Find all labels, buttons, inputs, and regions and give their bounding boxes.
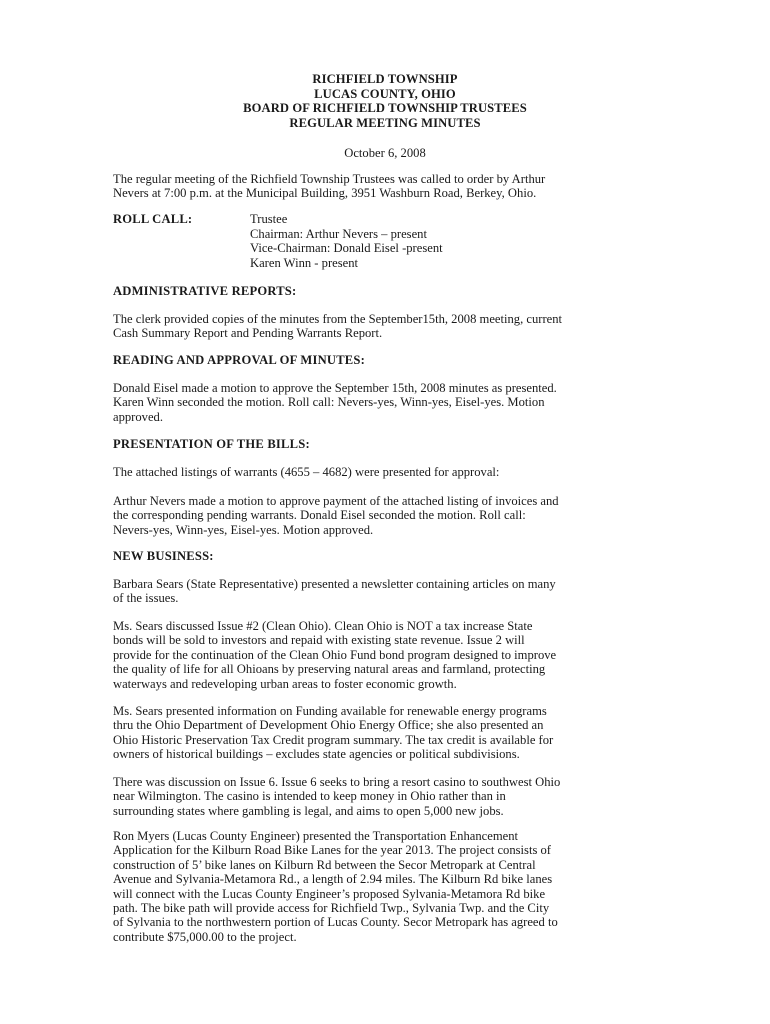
new-business-paragraph: Ron Myers (Lucas County Engineer) presented the Transportation Enhancement Application for the Kilburn Road Bike Lanes for the year 2013. The project consists of construction of 5’ bike lanes on Kilburn Rd between the Secor Metropark at Central Avenue and Sylvania-Metamora Rd., a length of 2.94 miles. The Kilburn Rd bike lanes will connect with the Lucas County Engineer’s proposed Sylvania-Metamora Rd bike path. The bike path will provide access for Richfield Twp., Sylvania Twp. and the City of Sylvania to the northwestern portion of Lucas County. Secor Metropark has agreed to contribute $75,000.00 to the project. [113, 829, 558, 944]
intro-paragraph: The regular meeting of the Richfield Township Trustees was called to order by Arthur Nevers at 7:00 p.m. at the Municipal Building, 3951 Washburn Road, Berkey, Ohio. [113, 172, 546, 201]
board-name: BOARD OF RICHFIELD TOWNSHIP TRUSTEES [243, 101, 527, 115]
bills-motion-text: Arthur Nevers made a motion to approve payment of the attached listing of invoices and the corresponding pending warrants. Donald Eisel seconded the motion. Roll call: Nevers-yes, Winn-yes, Eisel-yes. Motion approved. [113, 494, 559, 537]
document-title: REGULAR MEETING MINUTES [289, 115, 481, 130]
township-name: RICHFIELD TOWNSHIP [312, 72, 458, 86]
new-business-paragraph: Ms. Sears discussed Issue #2 (Clean Ohio). Clean Ohio is NOT a tax increase State bonds will be sold to investors and repaid with existing state revenue. Issue 2 will provide for the continuation of the Clean Ohio Fund bond program designed to improve the quality of life for all Ohioans by preserving natural areas and farmland, protecting waterways and redeveloping urban areas to foster economic growth. [113, 619, 557, 691]
new-business-paragraph: There was discussion on Issue 6. Issue 6 seeks to bring a resort casino to southwest Ohio near Wilmington. The casino is intended to keep money in Ohio rather than in surrounding states where gambling is legal, and aims to open 5,000 new jobs. [113, 775, 561, 818]
minutes-approval-text: Donald Eisel made a motion to approve the September 15th, 2008 minutes as presented. Karen Winn seconded the motion. Roll call: Nevers-yes, Winn-yes, Eisel-yes. Motion approved. [113, 381, 557, 424]
roll-call-entry: Karen Winn - present [250, 255, 359, 270]
county-name: LUCAS COUNTY, OHIO [314, 86, 456, 101]
document-header [0, 72, 770, 130]
new-business-paragraph: Ms. Sears presented information on Funding available for renewable energy programs thru the Ohio Department of Development Ohio Energy Office; she also presented an Ohio Historic Preservation Tax Credit program summary. The tax credit is available for owners of historical buildings – excludes state agencies or political subdivisions. [113, 704, 554, 762]
administrative-reports-text: The clerk provided copies of the minutes from the September15th, 2008 meeting, current Cash Summary Report and Pending Warrants Report. [113, 312, 563, 341]
bills-heading: PRESENTATION OF THE BILLS: [113, 437, 310, 451]
roll-call-entry: Trustee [250, 212, 288, 226]
meeting-date: October 6, 2008 [344, 146, 426, 160]
new-business-heading: NEW BUSINESS: [113, 549, 214, 563]
bills-text: The attached listings of warrants (4655 – 4682) were presented for approval: [113, 465, 500, 479]
roll-call-entry: Vice-Chairman: Donald Eisel -present [250, 241, 443, 255]
roll-call-heading: ROLL CALL: [113, 212, 193, 226]
minutes-approval-heading: READING AND APPROVAL OF MINUTES: [113, 353, 366, 367]
administrative-reports-heading: ADMINISTRATIVE REPORTS: [113, 284, 297, 298]
new-business-paragraph: Barbara Sears (State Representative) presented a newsletter containing articles on many of the issues. [113, 577, 556, 606]
roll-call-entry: Chairman: Arthur Nevers – present [250, 226, 427, 241]
roll-call-list [250, 212, 443, 270]
